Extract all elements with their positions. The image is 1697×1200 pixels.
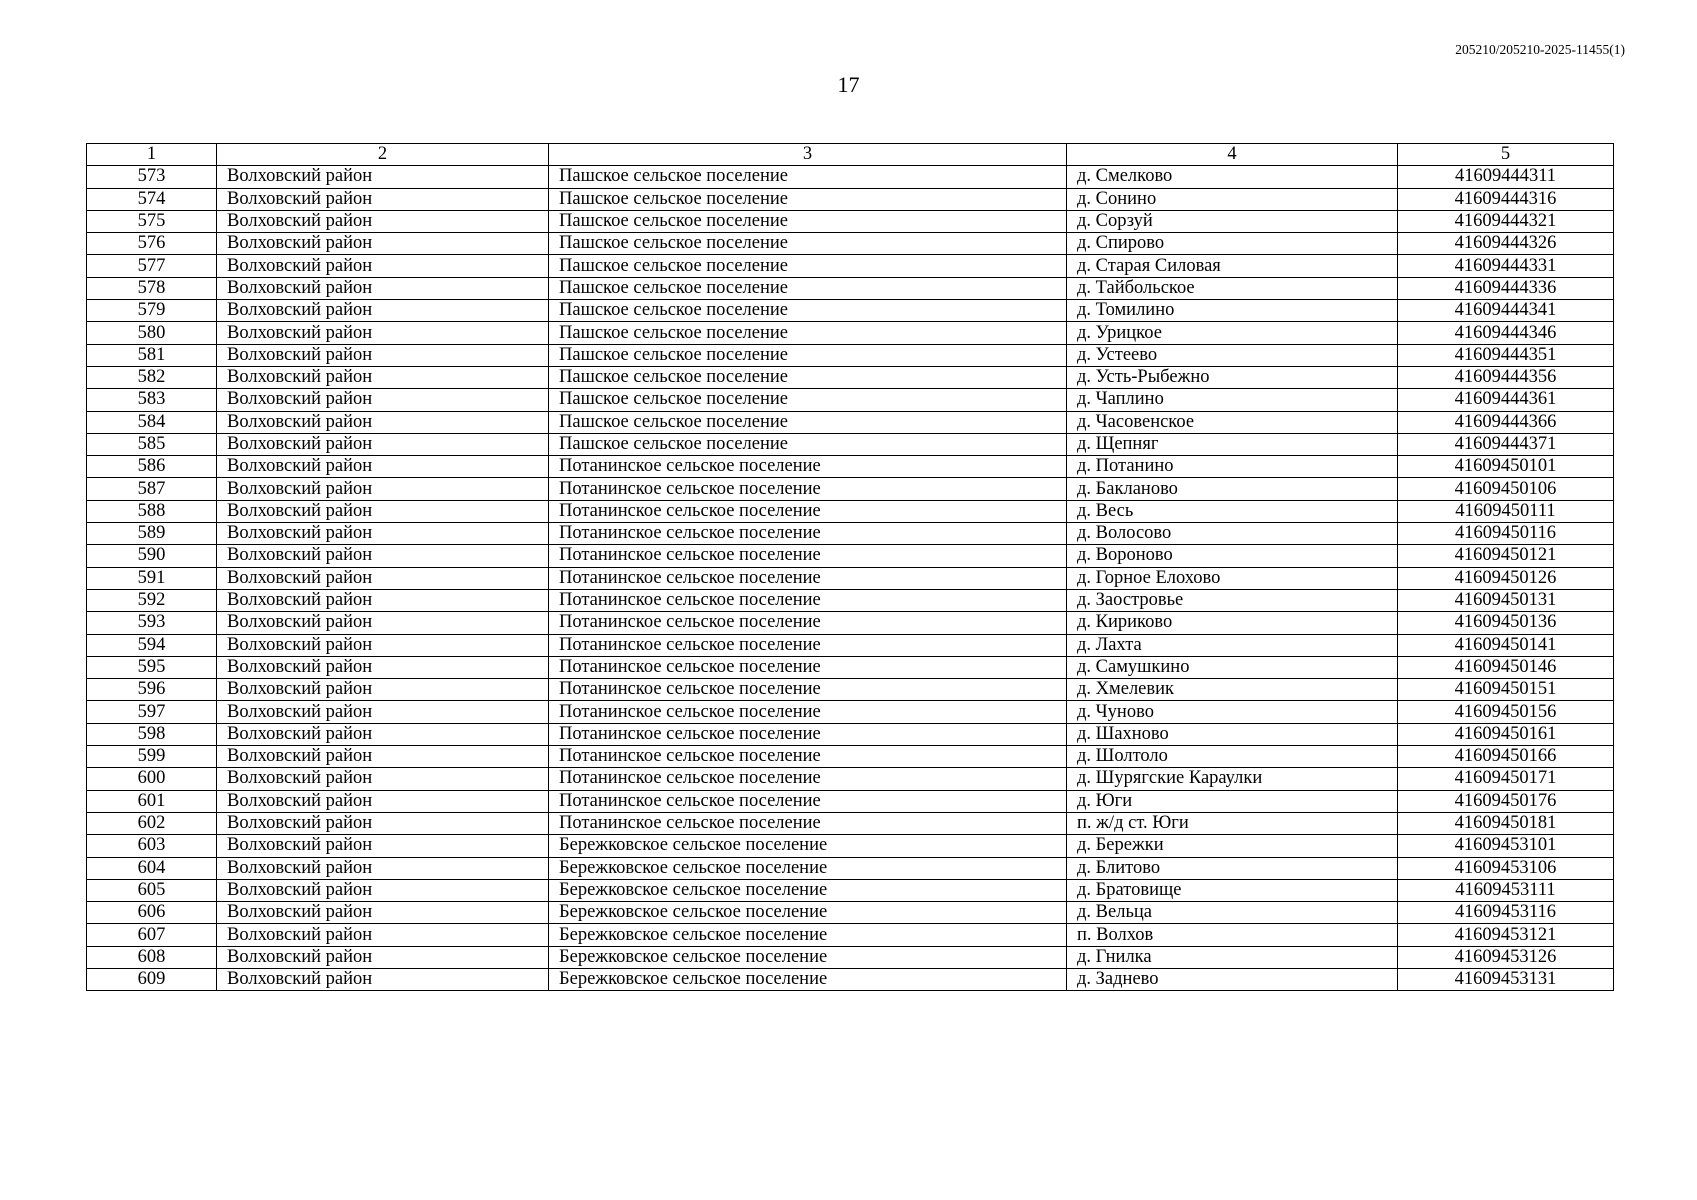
oktmo-code-cell: 41609450136 — [1398, 612, 1614, 634]
settlement-cell: Бережковское сельское поселение — [549, 835, 1067, 857]
district-cell: Волховский район — [217, 968, 549, 990]
table-row — [87, 300, 1614, 322]
locality-cell: д. Кириково — [1067, 612, 1398, 634]
district-cell: Волховский район — [217, 567, 549, 589]
row-number-cell: 586 — [87, 456, 217, 478]
settlement-cell: Потанинское сельское поселение — [549, 523, 1067, 545]
oktmo-code-cell: 41609453116 — [1398, 902, 1614, 924]
table-row — [87, 835, 1614, 857]
locality-cell: д. Бережки — [1067, 835, 1398, 857]
row-number-cell: 573 — [87, 166, 217, 188]
oktmo-code-cell: 41609450131 — [1398, 589, 1614, 611]
row-number-cell: 587 — [87, 478, 217, 500]
oktmo-code-cell: 41609450151 — [1398, 679, 1614, 701]
locality-cell: д. Вороново — [1067, 545, 1398, 567]
settlement-cell: Пашское сельское поселение — [549, 166, 1067, 188]
row-number-cell: 597 — [87, 701, 217, 723]
row-number-cell: 595 — [87, 656, 217, 678]
settlement-cell: Пашское сельское поселение — [549, 389, 1067, 411]
district-cell: Волховский район — [217, 300, 549, 322]
row-number-cell: 592 — [87, 589, 217, 611]
district-cell: Волховский район — [217, 411, 549, 433]
oktmo-code-cell: 41609444331 — [1398, 255, 1614, 277]
row-number-cell: 594 — [87, 634, 217, 656]
row-number-cell: 609 — [87, 968, 217, 990]
locality-cell: д. Усть-Рыбежно — [1067, 366, 1398, 388]
locality-cell: д. Щепняг — [1067, 433, 1398, 455]
settlement-cell: Пашское сельское поселение — [549, 277, 1067, 299]
table-row — [87, 612, 1614, 634]
oktmo-code-cell: 41609444341 — [1398, 300, 1614, 322]
oktmo-code-cell: 41609450121 — [1398, 545, 1614, 567]
oktmo-code-cell: 41609444326 — [1398, 233, 1614, 255]
table-row — [87, 634, 1614, 656]
district-cell: Волховский район — [217, 456, 549, 478]
locality-cell: д. Заостровье — [1067, 589, 1398, 611]
settlement-cell: Потанинское сельское поселение — [549, 790, 1067, 812]
row-number-cell: 601 — [87, 790, 217, 812]
row-number-cell: 593 — [87, 612, 217, 634]
oktmo-code-cell: 41609444356 — [1398, 366, 1614, 388]
locality-cell: д. Шурягские Караулки — [1067, 768, 1398, 790]
locality-cell: д. Потанино — [1067, 456, 1398, 478]
settlement-cell: Бережковское сельское поселение — [549, 857, 1067, 879]
locality-cell: д. Шахново — [1067, 723, 1398, 745]
oktmo-code-cell: 41609450106 — [1398, 478, 1614, 500]
row-number-cell: 589 — [87, 523, 217, 545]
row-number-cell: 580 — [87, 322, 217, 344]
row-number-cell: 590 — [87, 545, 217, 567]
settlement-cell: Потанинское сельское поселение — [549, 723, 1067, 745]
district-cell: Волховский район — [217, 500, 549, 522]
header-row — [87, 144, 1614, 166]
table-row — [87, 679, 1614, 701]
table-row — [87, 233, 1614, 255]
oktmo-code-cell: 41609450146 — [1398, 656, 1614, 678]
table-row — [87, 411, 1614, 433]
table-row — [87, 768, 1614, 790]
locality-cell: д. Самушкино — [1067, 656, 1398, 678]
table-row — [87, 656, 1614, 678]
district-cell: Волховский район — [217, 612, 549, 634]
oktmo-code-cell: 41609450156 — [1398, 701, 1614, 723]
oktmo-code-cell: 41609450166 — [1398, 746, 1614, 768]
district-cell: Волховский район — [217, 344, 549, 366]
row-number-cell: 588 — [87, 500, 217, 522]
table-row — [87, 968, 1614, 990]
district-cell: Волховский район — [217, 188, 549, 210]
settlement-cell: Потанинское сельское поселение — [549, 701, 1067, 723]
settlement-cell: Пашское сельское поселение — [549, 210, 1067, 232]
row-number-cell: 579 — [87, 300, 217, 322]
row-number-cell: 605 — [87, 879, 217, 901]
settlement-cell: Бережковское сельское поселение — [549, 968, 1067, 990]
locality-cell: д. Блитово — [1067, 857, 1398, 879]
table-row — [87, 210, 1614, 232]
oktmo-code-cell: 41609450176 — [1398, 790, 1614, 812]
locality-cell: д. Часовенское — [1067, 411, 1398, 433]
locality-cell: д. Тайбольское — [1067, 277, 1398, 299]
table-row — [87, 545, 1614, 567]
oktmo-code-cell: 41609444336 — [1398, 277, 1614, 299]
locality-cell: д. Сонино — [1067, 188, 1398, 210]
table-row — [87, 790, 1614, 812]
district-cell: Волховский район — [217, 790, 549, 812]
oktmo-code-cell: 41609444316 — [1398, 188, 1614, 210]
row-number-cell: 591 — [87, 567, 217, 589]
settlement-cell: Потанинское сельское поселение — [549, 500, 1067, 522]
locality-cell: д. Юги — [1067, 790, 1398, 812]
table-row — [87, 478, 1614, 500]
locality-cell: п. Волхов — [1067, 924, 1398, 946]
district-cell: Волховский район — [217, 679, 549, 701]
district-cell: Волховский район — [217, 366, 549, 388]
settlement-cell: Пашское сельское поселение — [549, 411, 1067, 433]
locality-cell: д. Вельца — [1067, 902, 1398, 924]
settlement-cell: Потанинское сельское поселение — [549, 545, 1067, 567]
district-cell: Волховский район — [217, 746, 549, 768]
district-cell: Волховский район — [217, 656, 549, 678]
district-cell: Волховский район — [217, 857, 549, 879]
settlement-cell: Потанинское сельское поселение — [549, 656, 1067, 678]
district-cell: Волховский район — [217, 634, 549, 656]
column-header: 5 — [1398, 144, 1614, 166]
oktmo-code-cell: 41609453106 — [1398, 857, 1614, 879]
settlement-cell: Пашское сельское поселение — [549, 233, 1067, 255]
settlement-cell: Потанинское сельское поселение — [549, 567, 1067, 589]
oktmo-code-cell: 41609444351 — [1398, 344, 1614, 366]
row-number-cell: 578 — [87, 277, 217, 299]
table-row — [87, 366, 1614, 388]
settlement-cell: Потанинское сельское поселение — [549, 456, 1067, 478]
district-cell: Волховский район — [217, 478, 549, 500]
table-row — [87, 589, 1614, 611]
settlement-cell: Пашское сельское поселение — [549, 433, 1067, 455]
row-number-cell: 582 — [87, 366, 217, 388]
oktmo-code-cell: 41609444346 — [1398, 322, 1614, 344]
locality-cell: д. Томилино — [1067, 300, 1398, 322]
district-cell: Волховский район — [217, 322, 549, 344]
oktmo-code-cell: 41609444366 — [1398, 411, 1614, 433]
page-number: 17 — [837, 72, 860, 97]
district-cell: Волховский район — [217, 924, 549, 946]
row-number-cell: 575 — [87, 210, 217, 232]
column-header: 3 — [549, 144, 1067, 166]
district-cell: Волховский район — [217, 233, 549, 255]
table-row — [87, 902, 1614, 924]
district-cell: Волховский район — [217, 523, 549, 545]
table-row — [87, 879, 1614, 901]
oktmo-code-cell: 41609450141 — [1398, 634, 1614, 656]
locality-cell: д. Урицкое — [1067, 322, 1398, 344]
district-cell: Волховский район — [217, 210, 549, 232]
locality-cell: д. Горное Елохово — [1067, 567, 1398, 589]
locality-cell: д. Хмелевик — [1067, 679, 1398, 701]
district-cell: Волховский район — [217, 277, 549, 299]
district-cell: Волховский район — [217, 433, 549, 455]
settlement-cell: Пашское сельское поселение — [549, 300, 1067, 322]
district-cell: Волховский район — [217, 166, 549, 188]
district-cell: Волховский район — [217, 812, 549, 834]
oktmo-code-cell: 41609450116 — [1398, 523, 1614, 545]
table-row — [87, 389, 1614, 411]
table-row — [87, 344, 1614, 366]
oktmo-code-cell: 41609453101 — [1398, 835, 1614, 857]
oktmo-code-cell: 41609453121 — [1398, 924, 1614, 946]
locality-cell: д. Заднево — [1067, 968, 1398, 990]
row-number-cell: 604 — [87, 857, 217, 879]
row-number-cell: 606 — [87, 902, 217, 924]
settlement-cell: Потанинское сельское поселение — [549, 478, 1067, 500]
settlement-cell: Потанинское сельское поселение — [549, 812, 1067, 834]
oktmo-code-cell: 41609444361 — [1398, 389, 1614, 411]
settlement-cell: Пашское сельское поселение — [549, 255, 1067, 277]
locality-cell: д. Чаплино — [1067, 389, 1398, 411]
locality-cell: д. Смелково — [1067, 166, 1398, 188]
oktmo-code-cell: 41609453111 — [1398, 879, 1614, 901]
settlement-cell: Потанинское сельское поселение — [549, 679, 1067, 701]
table-row — [87, 166, 1614, 188]
oktmo-code-cell: 41609450111 — [1398, 500, 1614, 522]
table-row — [87, 924, 1614, 946]
column-header: 2 — [217, 144, 549, 166]
row-number-cell: 576 — [87, 233, 217, 255]
settlement-cell: Потанинское сельское поселение — [549, 634, 1067, 656]
settlement-cell: Потанинское сельское поселение — [549, 746, 1067, 768]
table-row — [87, 857, 1614, 879]
oktmo-code-cell: 41609444321 — [1398, 210, 1614, 232]
table-row — [87, 456, 1614, 478]
district-cell: Волховский район — [217, 835, 549, 857]
oktmo-code-cell: 41609450171 — [1398, 768, 1614, 790]
oktmo-code-cell: 41609450181 — [1398, 812, 1614, 834]
locality-cell: д. Старая Силовая — [1067, 255, 1398, 277]
district-cell: Волховский район — [217, 768, 549, 790]
settlement-cell: Бережковское сельское поселение — [549, 879, 1067, 901]
district-cell: Волховский район — [217, 701, 549, 723]
oktmo-code-cell: 41609444311 — [1398, 166, 1614, 188]
settlement-cell: Бережковское сельское поселение — [549, 924, 1067, 946]
row-number-cell: 607 — [87, 924, 217, 946]
table-row — [87, 433, 1614, 455]
row-number-cell: 596 — [87, 679, 217, 701]
table-row — [87, 567, 1614, 589]
oktmo-code-cell: 41609450101 — [1398, 456, 1614, 478]
row-number-cell: 577 — [87, 255, 217, 277]
row-number-cell: 581 — [87, 344, 217, 366]
settlement-cell: Пашское сельское поселение — [549, 366, 1067, 388]
settlement-cell: Пашское сельское поселение — [549, 344, 1067, 366]
table-row — [87, 523, 1614, 545]
document-id: 205210/205210-2025-11455(1) — [1455, 42, 1625, 57]
locality-cell: д. Чуново — [1067, 701, 1398, 723]
row-number-cell: 574 — [87, 188, 217, 210]
locality-cell: д. Волосово — [1067, 523, 1398, 545]
locality-cell: д. Устеево — [1067, 344, 1398, 366]
table-row — [87, 322, 1614, 344]
locality-cell: д. Шолтоло — [1067, 746, 1398, 768]
oktmo-code-cell: 41609450126 — [1398, 567, 1614, 589]
settlement-cell: Потанинское сельское поселение — [549, 612, 1067, 634]
row-number-cell: 608 — [87, 946, 217, 968]
district-cell: Волховский район — [217, 255, 549, 277]
locality-cell: д. Лахта — [1067, 634, 1398, 656]
oktmo-code-cell: 41609450161 — [1398, 723, 1614, 745]
settlement-cell: Бережковское сельское поселение — [549, 946, 1067, 968]
table-body — [87, 166, 1614, 991]
row-number-cell: 584 — [87, 411, 217, 433]
district-cell: Волховский район — [217, 879, 549, 901]
district-cell: Волховский район — [217, 589, 549, 611]
row-number-cell: 602 — [87, 812, 217, 834]
table-row — [87, 277, 1614, 299]
row-number-cell: 600 — [87, 768, 217, 790]
locality-cell: д. Братовище — [1067, 879, 1398, 901]
locality-cell: д. Гнилка — [1067, 946, 1398, 968]
oktmo-code-cell: 41609444371 — [1398, 433, 1614, 455]
locality-cell: д. Бакланово — [1067, 478, 1398, 500]
row-number-cell: 583 — [87, 389, 217, 411]
table-row — [87, 188, 1614, 210]
table-row — [87, 500, 1614, 522]
table-row — [87, 746, 1614, 768]
oktmo-code-cell: 41609453126 — [1398, 946, 1614, 968]
settlement-cell: Пашское сельское поселение — [549, 322, 1067, 344]
locality-cell: п. ж/д ст. Юги — [1067, 812, 1398, 834]
row-number-cell: 603 — [87, 835, 217, 857]
table-row — [87, 946, 1614, 968]
district-cell: Волховский район — [217, 389, 549, 411]
settlement-cell: Потанинское сельское поселение — [549, 589, 1067, 611]
row-number-cell: 598 — [87, 723, 217, 745]
settlement-cell: Пашское сельское поселение — [549, 188, 1067, 210]
row-number-cell: 599 — [87, 746, 217, 768]
table-row — [87, 701, 1614, 723]
table-row — [87, 812, 1614, 834]
locality-cell: д. Весь — [1067, 500, 1398, 522]
table-row — [87, 723, 1614, 745]
settlements-table — [86, 143, 1614, 991]
district-cell: Волховский район — [217, 545, 549, 567]
column-header: 1 — [87, 144, 217, 166]
oktmo-code-cell: 41609453131 — [1398, 968, 1614, 990]
locality-cell: д. Спирово — [1067, 233, 1398, 255]
district-cell: Волховский район — [217, 902, 549, 924]
column-header: 4 — [1067, 144, 1398, 166]
settlement-cell: Бережковское сельское поселение — [549, 902, 1067, 924]
district-cell: Волховский район — [217, 723, 549, 745]
row-number-cell: 585 — [87, 433, 217, 455]
locality-cell: д. Сорзуй — [1067, 210, 1398, 232]
settlement-cell: Потанинское сельское поселение — [549, 768, 1067, 790]
table-row — [87, 255, 1614, 277]
district-cell: Волховский район — [217, 946, 549, 968]
